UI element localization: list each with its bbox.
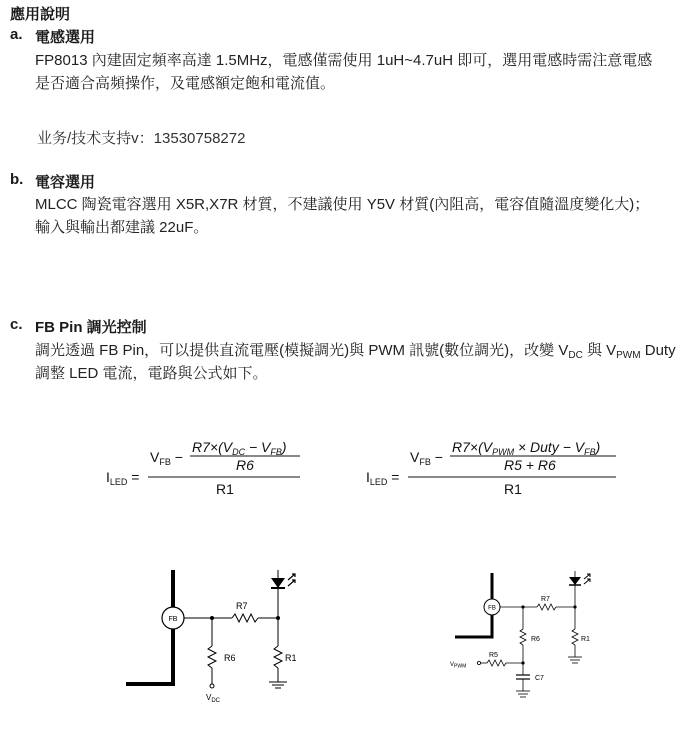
light-rays-icon xyxy=(288,574,295,586)
r1-label-right: R1 xyxy=(581,636,590,643)
r1-label: R1 xyxy=(285,653,297,663)
page-title: 應用說明 xyxy=(10,6,71,23)
vdc-terminal xyxy=(210,684,214,688)
circuit-right xyxy=(445,565,605,710)
r7-label-right: R7 xyxy=(541,596,550,603)
section-c-line-1 xyxy=(35,339,676,364)
svg-text:VFB −: $V_{FB}$ − xyxy=(410,449,443,467)
formula-left xyxy=(100,432,320,502)
formula-right-num-sub1: PWM xyxy=(492,447,515,457)
r6-label: R6 xyxy=(224,653,236,663)
formula-right-vfb: V xyxy=(410,449,420,465)
formula-right-num-end: ) xyxy=(595,439,601,455)
formula-right-den-inner: R5 + R6 xyxy=(504,457,556,473)
formula-left-den: R1 xyxy=(216,481,234,497)
r5-resistor xyxy=(487,660,506,666)
formula-right-vfb-sub: FB xyxy=(419,457,431,467)
section-b-label: b. xyxy=(10,171,24,188)
vdc-label: $V_{DC}$ xyxy=(206,693,221,704)
fb-pin-label: FB xyxy=(168,616,178,623)
formula-right xyxy=(362,432,632,502)
svg-text:ILED =: $I_{LED}$ = xyxy=(366,469,400,487)
r7-label: R7 xyxy=(236,601,248,611)
formula-left-num-sub1: DC xyxy=(232,447,246,457)
svg-text:R7×(VDC − VFB) xyxy=(192,439,287,457)
c7-label: C7 xyxy=(535,675,544,682)
formula-left-num-sub2: FB xyxy=(270,447,282,457)
section-b-heading: 電容選用 xyxy=(35,174,96,191)
vpwm-terminal xyxy=(477,661,480,664)
svg-text:ILED =: $I_{LED}$ = xyxy=(106,469,140,487)
formula-right-num-mid: × Duty − V xyxy=(514,439,585,455)
r1-resistor xyxy=(274,646,282,668)
formula-right-num-sub2: FB xyxy=(584,447,596,457)
formula-left-vfb-sub: FB xyxy=(159,457,171,467)
contact-text: 业务/技术支持v：13530758272 xyxy=(37,130,246,147)
r7-resistor-right xyxy=(537,604,556,610)
section-b-line-2: 輸入與輸出都建議 22uF。 xyxy=(35,219,209,236)
r1-resistor-right xyxy=(572,629,578,645)
led-icon xyxy=(271,578,285,588)
r6-label-right: R6 xyxy=(531,636,540,643)
r5-label: R5 xyxy=(489,652,498,659)
formula-right-den: R1 xyxy=(504,481,522,497)
vpwm-label: $V_{PWM}$ xyxy=(450,662,467,670)
section-c-label: c. xyxy=(10,316,23,333)
formula-left-num-mid: − V xyxy=(245,439,271,455)
formula-left-num-end: ) xyxy=(281,439,287,455)
section-c-heading: FB Pin 調光控制 xyxy=(35,319,147,336)
section-b-line-1: MLCC 陶瓷電容選用 X5R,X7R 材質，不建議使用 Y5V 材質(內阻高，電容值隨溫度變化大)； xyxy=(35,196,650,213)
section-a-line-1: FP8013 內建固定頻率高達 1.5MHz，電感僅需使用 1uH~4.7uH 即可，選用電感時需注意電感 xyxy=(35,52,653,69)
section-c-line-1-mid: 與 V xyxy=(582,342,617,359)
section-c-line-1-post: Duty xyxy=(640,342,676,359)
formula-left-lhs: I xyxy=(106,469,110,485)
fb-pin-label-right: FB xyxy=(488,605,496,612)
section-c-line-2: 調整 LED 電流，電路與公式如下。 xyxy=(35,365,268,382)
formula-right-lhs-sub: LED xyxy=(369,477,388,487)
node-dot-2 xyxy=(276,616,280,620)
section-a-line-2: 是否適合高頻操作，及電感額定飽和電流值。 xyxy=(35,75,336,92)
formula-right-num: R7×(V xyxy=(452,439,493,455)
r7-resistor xyxy=(232,614,258,622)
section-a-label: a. xyxy=(10,26,23,43)
vpwm-subscript: PWM xyxy=(616,350,641,361)
light-rays-icon-right xyxy=(584,574,590,584)
section-a-heading: 電感選用 xyxy=(35,29,96,46)
r6-resistor-right xyxy=(520,629,526,645)
section-c-line-1-pre: 調光透過 FB Pin，可以提供直流電壓(模擬調光)與 PWM 訊號(數位調光)，改變 V xyxy=(35,342,569,359)
vdc-subscript: DC xyxy=(568,350,583,361)
formula-left-lhs-sub: LED xyxy=(109,477,128,487)
node-dot-led-right xyxy=(573,605,576,608)
formula-left-num: R7×(V xyxy=(192,439,233,455)
r6-resistor xyxy=(208,646,216,668)
svg-text:R7×(VPWM × Duty − VFB) xyxy=(452,439,600,457)
formula-left-den-inner: R6 xyxy=(236,457,254,473)
svg-text:VFB −: $V_{FB}$ − xyxy=(150,449,183,467)
circuit-left xyxy=(118,560,318,710)
formula-left-vfb: V xyxy=(150,449,160,465)
formula-right-lhs: I xyxy=(366,469,370,485)
led-icon-right xyxy=(569,577,581,585)
